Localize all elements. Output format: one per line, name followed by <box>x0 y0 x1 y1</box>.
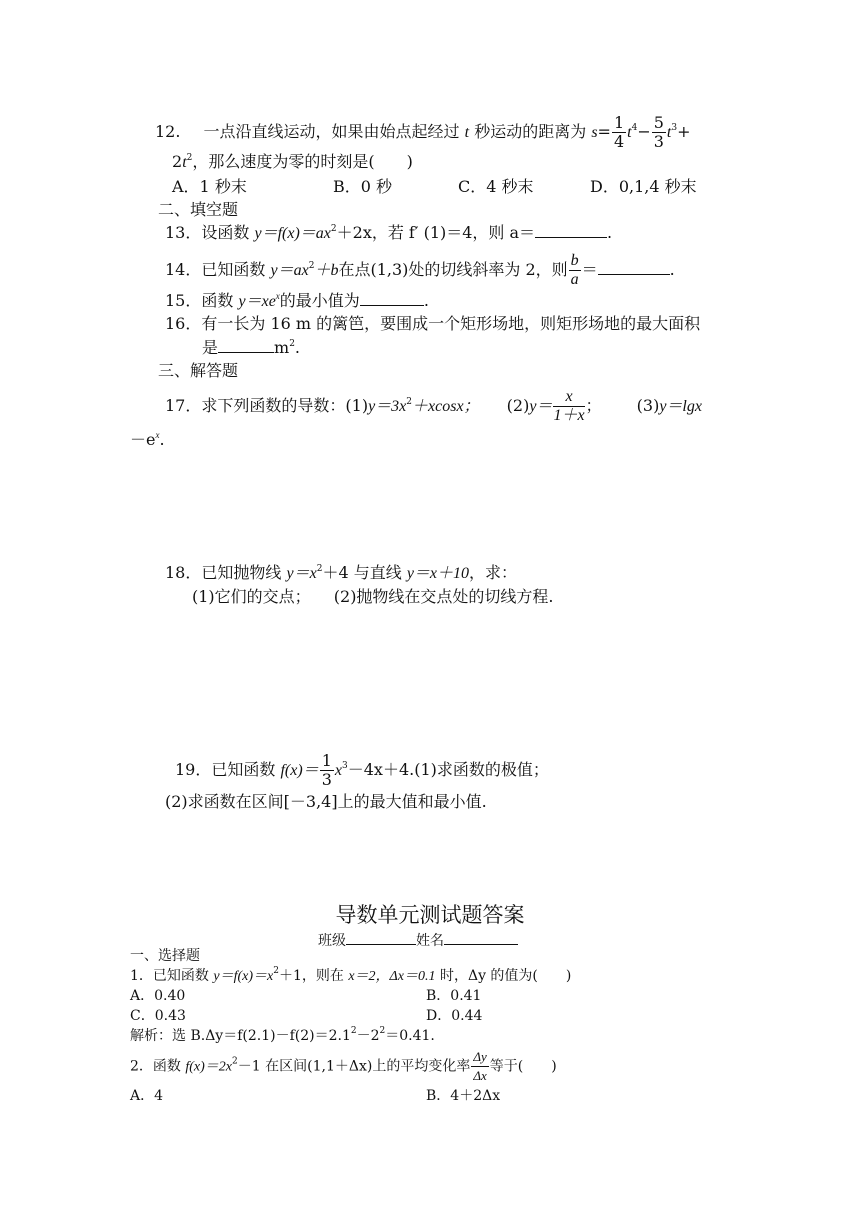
q17-p1-label: (1) <box>345 396 369 415</box>
q17-p2-label: (2) <box>506 396 530 415</box>
q19-frac: $\frac{1}{3}$ <box>321 751 332 789</box>
a1-explain-c: ＝0.41. <box>385 1028 435 1044</box>
a2-question <box>130 1048 557 1085</box>
q18-line1 <box>165 561 517 586</box>
a2-option-a: A．4 <box>130 1088 164 1104</box>
answers-title: 导数单元测试题答案 <box>335 903 525 927</box>
a1-explain-exp2: 2 <box>379 1026 386 1036</box>
q12-option-d: D．0,1,4 秒末 <box>590 177 697 196</box>
q12-minus: − <box>637 122 651 141</box>
q17-p2-frac: $\frac{x}{1+x}$ <box>553 388 585 424</box>
q19-line1 <box>175 752 549 789</box>
q12-frac1: $\frac{1}{4}$ <box>613 113 625 151</box>
q18-text-c: ，求： <box>469 563 518 582</box>
q18-sub2: (2)抛物线在交点处的切线方程. <box>333 587 554 606</box>
a1-explanation <box>130 1026 435 1046</box>
name-blank[interactable] <box>444 928 518 945</box>
q16-answer-blank[interactable] <box>218 336 274 353</box>
q14-number: 14． <box>165 260 202 279</box>
q17-line2-exp: x <box>155 430 160 440</box>
q12-exp1: 4 <box>631 123 638 133</box>
q12-line2-coef: 2 <box>172 152 183 171</box>
q17-text: 求下列函数的导数： <box>201 396 346 415</box>
q16-number: 16． <box>165 314 202 333</box>
q15-text-a: 函数 <box>201 291 234 310</box>
q16-line2-a: 是 <box>202 338 219 357</box>
a1-option-c: C．0.43 <box>130 1008 186 1024</box>
a1-text-a: 1．已知函数 <box>130 968 209 984</box>
q12-option-c: C．4 秒末 <box>458 177 534 196</box>
q12-line2-var: t <box>182 154 187 171</box>
q14-text-b: 在点(1,3)处的切线斜率为 2，则 <box>338 260 568 279</box>
q18-exp: 2 <box>316 564 323 574</box>
q12-text-a: 一点沿直线运动，如果由始点起经过 <box>203 122 460 141</box>
q15-formula: y＝xe <box>238 293 276 310</box>
q16-unit-exp: 2 <box>289 339 295 349</box>
class-blank[interactable] <box>346 928 416 945</box>
q17-p2-formula: y＝ <box>529 398 553 415</box>
a1-explain-b: －2 <box>356 1028 380 1044</box>
q13-number: 13． <box>165 223 202 242</box>
q13-formula-b: ＋2x，若 f′ (1)＝4，则 a＝ <box>336 223 536 242</box>
q17-number: 17． <box>165 396 202 415</box>
q12-exp2: 3 <box>671 123 678 133</box>
a2-option-b: B．4＋2Δx <box>426 1088 501 1104</box>
a1-option-b: B．0.41 <box>426 988 482 1004</box>
a2-frac: $\frac{\Delta y}{\Delta x}$ <box>473 1049 487 1083</box>
q18-sub1: (1)它们的交点； <box>192 587 311 606</box>
q17-p2-end: ； <box>585 396 602 415</box>
a1-explain-a: 解析：选 B.Δy＝f(2.1)－f(2)＝2.1 <box>130 1028 351 1044</box>
q12-var-t: t <box>464 124 470 141</box>
q14-formula: y＝ax <box>270 262 309 279</box>
q16-end: . <box>294 338 301 357</box>
section-fill-heading: 二、填空题 <box>158 200 239 219</box>
name-label: 姓名 <box>416 933 444 949</box>
q17-p1-exp: 2 <box>406 397 413 407</box>
a1-explain-exp1: 2 <box>350 1026 357 1036</box>
q15-number: 15． <box>165 291 202 310</box>
q19-line2: (2)求函数在区间[－3,4]上的最大值和最小值. <box>165 792 487 811</box>
q16-line1 <box>165 312 700 336</box>
q12-number: 12. <box>155 122 181 141</box>
q18-formula1: y＝x <box>286 565 317 582</box>
a2-exp: 2 <box>232 1056 238 1067</box>
q14-end: . <box>669 260 675 279</box>
q14-text-a: 已知函数 <box>201 260 266 279</box>
a1-formula-b: ＋1，则在 <box>278 968 344 984</box>
q13 <box>165 221 612 246</box>
q12-frac2: $\frac{5}{3}$ <box>653 113 664 151</box>
q12-term2: t <box>666 124 672 141</box>
q13-text: 设函数 <box>201 223 250 242</box>
q14-exp: 2 <box>308 261 315 271</box>
q18-line2 <box>192 585 554 609</box>
a2-text-c: 等于( ) <box>489 1058 557 1075</box>
q14-formula-b: ＋b <box>314 262 339 279</box>
section-answer-heading: 三、解答题 <box>158 361 239 380</box>
q12-option-b: B．0 秒 <box>333 177 393 196</box>
answers-section1: 一、选择题 <box>130 948 200 964</box>
q12-plus: + <box>677 122 691 141</box>
a2-text-b: 在区间(1,1＋Δx)上的平均变化率 <box>265 1058 471 1075</box>
q12-s: s <box>591 124 598 141</box>
a1-option-a: A．0.40 <box>130 988 186 1004</box>
q12-line2-exp: 2 <box>186 153 193 163</box>
q17-p3-formula: y＝lgx <box>659 398 702 415</box>
q17-line2-text: －e <box>130 430 156 449</box>
q19-formula: f(x)＝ <box>280 762 319 779</box>
q15-answer-blank[interactable] <box>360 289 424 306</box>
class-label: 班级 <box>318 933 346 949</box>
q19-formula-c: －4x＋4. <box>347 760 415 779</box>
q18-formula2: y＝x＋10 <box>406 565 470 582</box>
q15 <box>165 289 429 314</box>
q19-exp: 3 <box>342 761 348 771</box>
q16-unit: m <box>274 338 290 357</box>
a2-formula: f(x)＝2x <box>185 1059 233 1075</box>
q12-eq: = <box>597 122 611 141</box>
q14-eq: ＝ <box>581 260 598 279</box>
q13-answer-blank[interactable] <box>535 221 607 238</box>
q14-answer-blank[interactable] <box>598 258 670 275</box>
q17-p1-rest: ＋xcosx； <box>412 398 480 415</box>
q17-p1-formula: y＝3x <box>368 398 407 415</box>
q12-term1: t <box>627 124 632 141</box>
a2-formula-b: －1 <box>237 1058 261 1075</box>
q17-line2-end: . <box>159 430 165 449</box>
q13-exp: 2 <box>330 224 337 234</box>
class-name-row <box>318 928 518 951</box>
a1-formula: y＝f(x)＝x <box>213 969 274 984</box>
a2-text-a: 2．函数 <box>130 1058 181 1075</box>
q12-line2-text: ，那么速度为零的时刻是( ) <box>192 152 413 171</box>
q18-text-a: 已知抛物线 <box>201 563 282 582</box>
q18-formula1-b: ＋4 <box>322 563 349 582</box>
q14 <box>165 252 675 289</box>
q15-exp: x <box>275 291 280 301</box>
q17-p3-label: (3) <box>636 396 660 415</box>
q15-text-b: 的最小值为 <box>279 291 360 310</box>
a1-formula-c: x＝2，Δx＝0.1 <box>348 969 436 984</box>
q18-number: 18． <box>165 563 202 582</box>
a1-question <box>130 966 571 987</box>
q19-number: 19． <box>175 760 212 779</box>
q12-option-a: A．1 秒末 <box>172 177 247 196</box>
q17-line1 <box>165 388 702 425</box>
q16-text: 有一长为 16 m 的篱笆，要围成一个矩形场地，则矩形场地的最大面积 <box>201 314 701 333</box>
q16-line2 <box>202 336 300 360</box>
q12-line1 <box>155 114 691 151</box>
q19-text-a: 已知函数 <box>211 760 276 779</box>
q18-text-b: 与直线 <box>353 563 402 582</box>
q12-text-b: 秒运动的距离为 <box>474 122 587 141</box>
a1-text-b: 时，Δy 的值为( ) <box>439 968 572 984</box>
q13-formula: y＝f(x)＝ax <box>254 225 331 242</box>
q13-end: . <box>607 223 613 242</box>
q14-frac: $\frac{b}{a}$ <box>570 252 579 288</box>
a1-exp: 2 <box>273 966 279 976</box>
a1-option-d: D．0.44 <box>426 1008 483 1024</box>
q19-formula-b: x <box>334 762 342 779</box>
q12-line2 <box>172 150 413 175</box>
q17-line2 <box>130 428 165 452</box>
q15-end: . <box>423 291 429 310</box>
q19-text-b: (1)求函数的极值； <box>414 760 549 779</box>
